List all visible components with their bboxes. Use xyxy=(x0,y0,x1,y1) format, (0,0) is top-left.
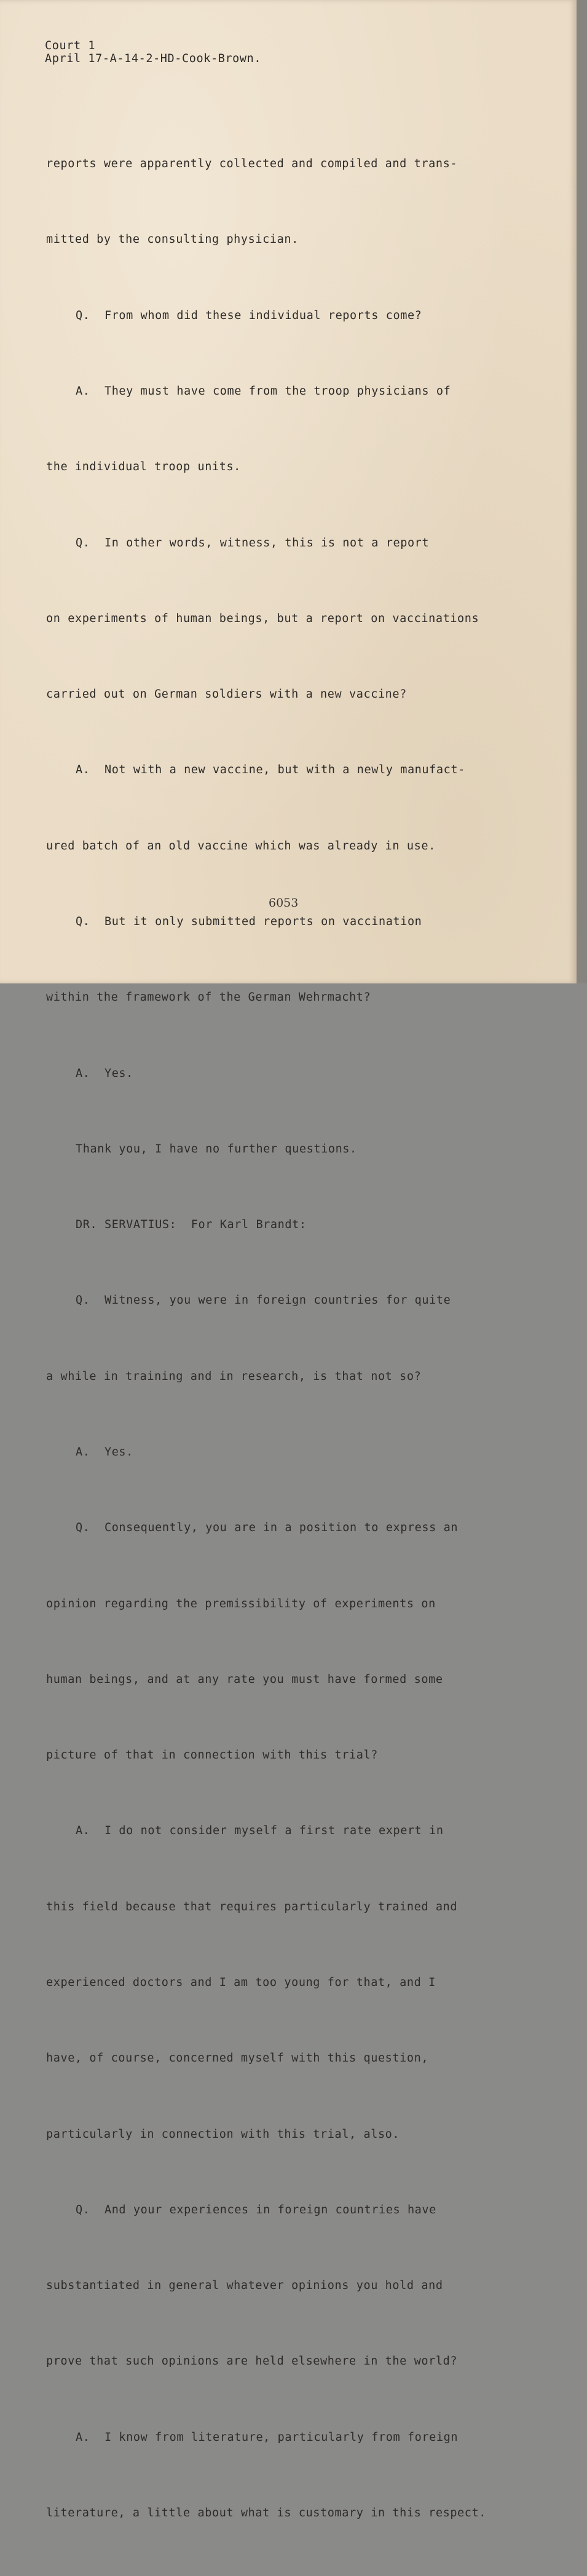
answer-line: A. Yes. xyxy=(76,1445,133,1459)
transcript-line: substantiated in general whatever opinions you hold and xyxy=(46,2279,443,2293)
transcript-line: this field because that requires particularly trained and xyxy=(46,1900,458,1913)
transcript-line: carried out on German soldiers with a new vaccine? xyxy=(46,688,407,701)
document-header xyxy=(45,39,261,65)
scan-background-edge xyxy=(577,0,587,983)
transcript-line: within the framework of the German Wehrmacht? xyxy=(46,991,371,1004)
transcript-line: literature, a little about what is customary in this respect. xyxy=(46,2506,487,2519)
question-line: Q. In other words, witness, this is not a report xyxy=(76,536,430,549)
answer-line: A. I do not consider myself a first rate expert in xyxy=(76,1824,444,1838)
transcript-line: on experiments of human beings, but a report on vaccinations xyxy=(46,612,479,625)
answer-line: A. They must have come from the troop physicians of xyxy=(76,385,451,398)
statement-line: Thank you, I have no further questions. xyxy=(76,1142,357,1156)
question-line: Q. And your experiences in foreign countries have xyxy=(76,2203,436,2216)
transcript-line: reports were apparently collected and compiled and trans- xyxy=(46,157,458,171)
page-number: 6053 xyxy=(269,896,299,910)
transcript-line: opinion regarding the premissibility of experiments on xyxy=(46,1597,436,1610)
answer-line: A. Not with a new vaccine, but with a newly manufact- xyxy=(76,763,465,777)
question-line: Q. Consequently, you are in a position to express an xyxy=(76,1521,459,1535)
transcript-line: mitted by the consulting physician. xyxy=(46,233,299,246)
transcript-line: picture of that in connection with this trial? xyxy=(46,1749,378,1762)
session-reference: April 17-A-14-2-HD-Cook-Brown. xyxy=(45,52,262,65)
question-line: Q. But it only submitted reports on vaccination xyxy=(76,915,422,928)
transcript-body xyxy=(46,101,486,2576)
transcript-line: the individual troop units. xyxy=(46,460,241,474)
transcript-line: ured batch of an old vaccine which was already in use. xyxy=(46,839,436,853)
court-label: Court 1 xyxy=(45,39,96,52)
transcript-line: have, of course, concerned myself with this question, xyxy=(46,2052,429,2065)
transcript-line: prove that such opinions are held elsewhere in the world? xyxy=(46,2355,458,2368)
transcript-line: a while in training and in research, is that not so? xyxy=(46,1369,422,1383)
question-line: Q. From whom did these individual reports come? xyxy=(76,309,422,322)
answer-line: A. I know from literature, particularly from foreign xyxy=(76,2430,459,2444)
question-line: Q. Witness, you were in foreign countries for quite xyxy=(76,1294,451,1307)
transcript-line: particularly in connection with this trial, also. xyxy=(46,2127,400,2141)
transcript-line: experienced doctors and I am too young for that, and I xyxy=(46,1975,436,1989)
speaker-line: DR. SERVATIUS: For Karl Brandt: xyxy=(76,1218,307,1232)
transcript-line: human beings, and at any rate you must have formed some xyxy=(46,1672,443,1686)
answer-line: A. Yes. xyxy=(76,1066,133,1080)
